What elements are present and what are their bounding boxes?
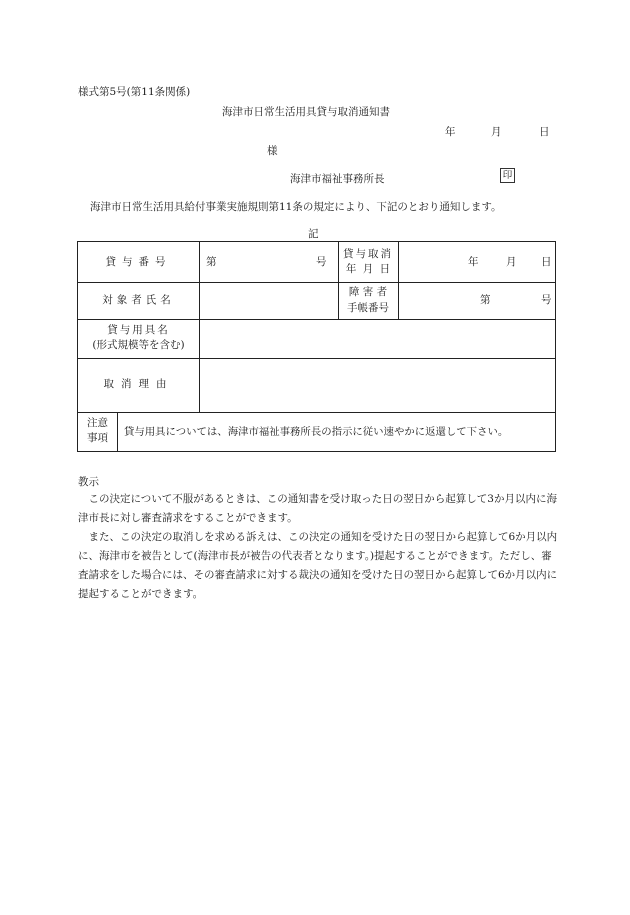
disability-number-suffix: 号 bbox=[541, 294, 552, 306]
note-label-line1: 注意 bbox=[87, 417, 108, 429]
loan-number-suffix: 号 bbox=[316, 256, 327, 268]
instruction-paragraph-1 bbox=[78, 490, 560, 528]
seal-mark: 印 bbox=[500, 168, 515, 183]
loan-number-label: 貸与番号 bbox=[105, 256, 172, 268]
instruction-paragraph-1-text: この決定について不服があるときは、この通知書を受け取った日の翌日から起算して3か月以内に海津市長に対し審査請求をすることができます。 bbox=[78, 493, 557, 524]
instruction-paragraph-2 bbox=[78, 528, 560, 604]
ki-heading: 記 bbox=[308, 228, 319, 240]
intro-text: 海津市日常生活用具給付事業実施規則第11条の規定により、下記のとおり通知します。 bbox=[90, 201, 502, 213]
cancel-date-year: 年 bbox=[468, 256, 479, 268]
disability-label-line2: 手帳番号 bbox=[347, 302, 389, 314]
disability-number-prefix: 第 bbox=[480, 294, 491, 306]
note-label-line2: 事項 bbox=[87, 432, 108, 444]
header-date-day: 日 bbox=[539, 126, 550, 138]
note-text: 貸与用具については、海津市福祉事務所長の指示に従い速やかに返還して下さい。 bbox=[124, 426, 509, 438]
disability-label-line1: 障 害 者 bbox=[348, 286, 388, 298]
reason-label: 取消理由 bbox=[103, 378, 174, 390]
cancel-date-day: 日 bbox=[541, 256, 552, 268]
cancel-date-month: 月 bbox=[506, 256, 517, 268]
header-date-year: 年 bbox=[445, 126, 456, 138]
issuer-name: 海津市福祉事務所長 bbox=[290, 173, 385, 185]
addressee-suffix: 様 bbox=[267, 145, 278, 157]
instruction-heading: 教示 bbox=[78, 476, 99, 488]
document-title: 海津市日常生活用具貸与取消通知書 bbox=[222, 106, 390, 118]
loan-number-prefix: 第 bbox=[206, 256, 217, 268]
cancel-date-label-line1: 貸与取消 bbox=[343, 248, 393, 260]
instruction-paragraph-2-text: また、この決定の取消しを求める訴えは、この決定の通知を受けた日の翌日から起算して6か月以内に、海津市を被告として(海津市長が被告の代表者となります。)提起することができます。ただし、審査請求をした場合には、その審査請求に対する裁決の通知を受けた日の翌日から起算して6か月以内に提起することができます。 bbox=[78, 531, 558, 600]
equipment-label-line1: 貸与用具名 bbox=[107, 324, 170, 336]
equipment-label-line2: (形式規模等を含む) bbox=[92, 339, 185, 351]
notice-table bbox=[77, 241, 556, 452]
form-number: 様式第5号(第11条関係) bbox=[78, 86, 191, 98]
subject-name-label: 対象者氏名 bbox=[102, 294, 175, 306]
header-date-month: 月 bbox=[491, 126, 502, 138]
cancel-date-label-line2: 年 月 日 bbox=[345, 263, 391, 275]
